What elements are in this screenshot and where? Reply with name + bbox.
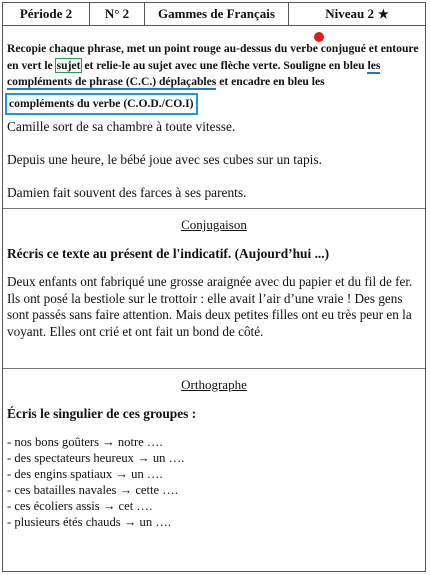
instruction-text: et encadre en bleu les: [216, 75, 325, 88]
red-dot-icon: [314, 32, 324, 42]
list-item: - plusieurs étés chauds → un ….: [7, 515, 172, 529]
grammar-section: [3, 26, 425, 209]
list-item: - des engins spatiaux → un ….: [7, 467, 163, 481]
grammar-instruction: [7, 41, 421, 115]
sujet-highlight: sujet: [56, 58, 81, 72]
header-row: [3, 3, 425, 26]
list-item: - ces écoliers assis → cet ….: [7, 499, 153, 513]
worksheet: [2, 2, 426, 572]
level-cell: [289, 3, 425, 25]
spelling-section: [3, 369, 425, 572]
sentence: Camille sort de sa chambre à toute vitesse.: [7, 119, 236, 134]
list-item: - ces batailles navales → cette ….: [7, 483, 178, 497]
section-title: Orthographe: [181, 377, 247, 392]
conjugation-section: [3, 209, 425, 369]
spelling-list: [7, 434, 421, 530]
conjugation-text: Deux enfants ont fabriqué une grosse araignée avec du papier et du fil de fer. Ils ont posé la bestiole sur le trottoir : elle avait l’air d’une vraie ! Des gens sont passés sans faire attention. Mais deux petites filles ont eu très peur en la voyant. Elles ont crié et ont fait un bond de côté.: [7, 274, 413, 339]
list-item: - des spectateurs heureux → un ….: [7, 451, 185, 465]
level-label: Niveau 2: [325, 6, 374, 21]
sentence: Depuis une heure, le bébé joue avec ses cubes sur un tapis.: [7, 152, 322, 167]
spelling-task: Écris le singulier de ces groupes :: [7, 406, 197, 421]
title-cell: Gammes de Français: [145, 3, 289, 25]
number-cell: N° 2: [90, 3, 145, 25]
instruction-text: et relie-le au sujet avec une flèche verte. Souligne en bleu: [81, 58, 368, 72]
instruction-text: Recopie chaque phrase, met un point rouge au-dessus du verbe conjugué et entoure en vert le: [7, 42, 419, 72]
period-cell: Période 2: [3, 3, 90, 25]
list-item: - nos bons goûters → notre ….: [7, 435, 163, 449]
section-title: Conjugaison: [181, 217, 247, 232]
sentence: Damien fait souvent des farces à ses parents.: [7, 185, 247, 200]
star-icon: ★: [377, 6, 389, 21]
cc-underline: les compléments de phrase (C.C.) déplaçables: [7, 58, 381, 88]
conjugation-task: Récris ce texte au présent de l'indicatif. (Aujourd’hui ...): [7, 246, 330, 261]
cod-box: compléments du verbe (C.O.D./CO.I): [5, 93, 198, 116]
